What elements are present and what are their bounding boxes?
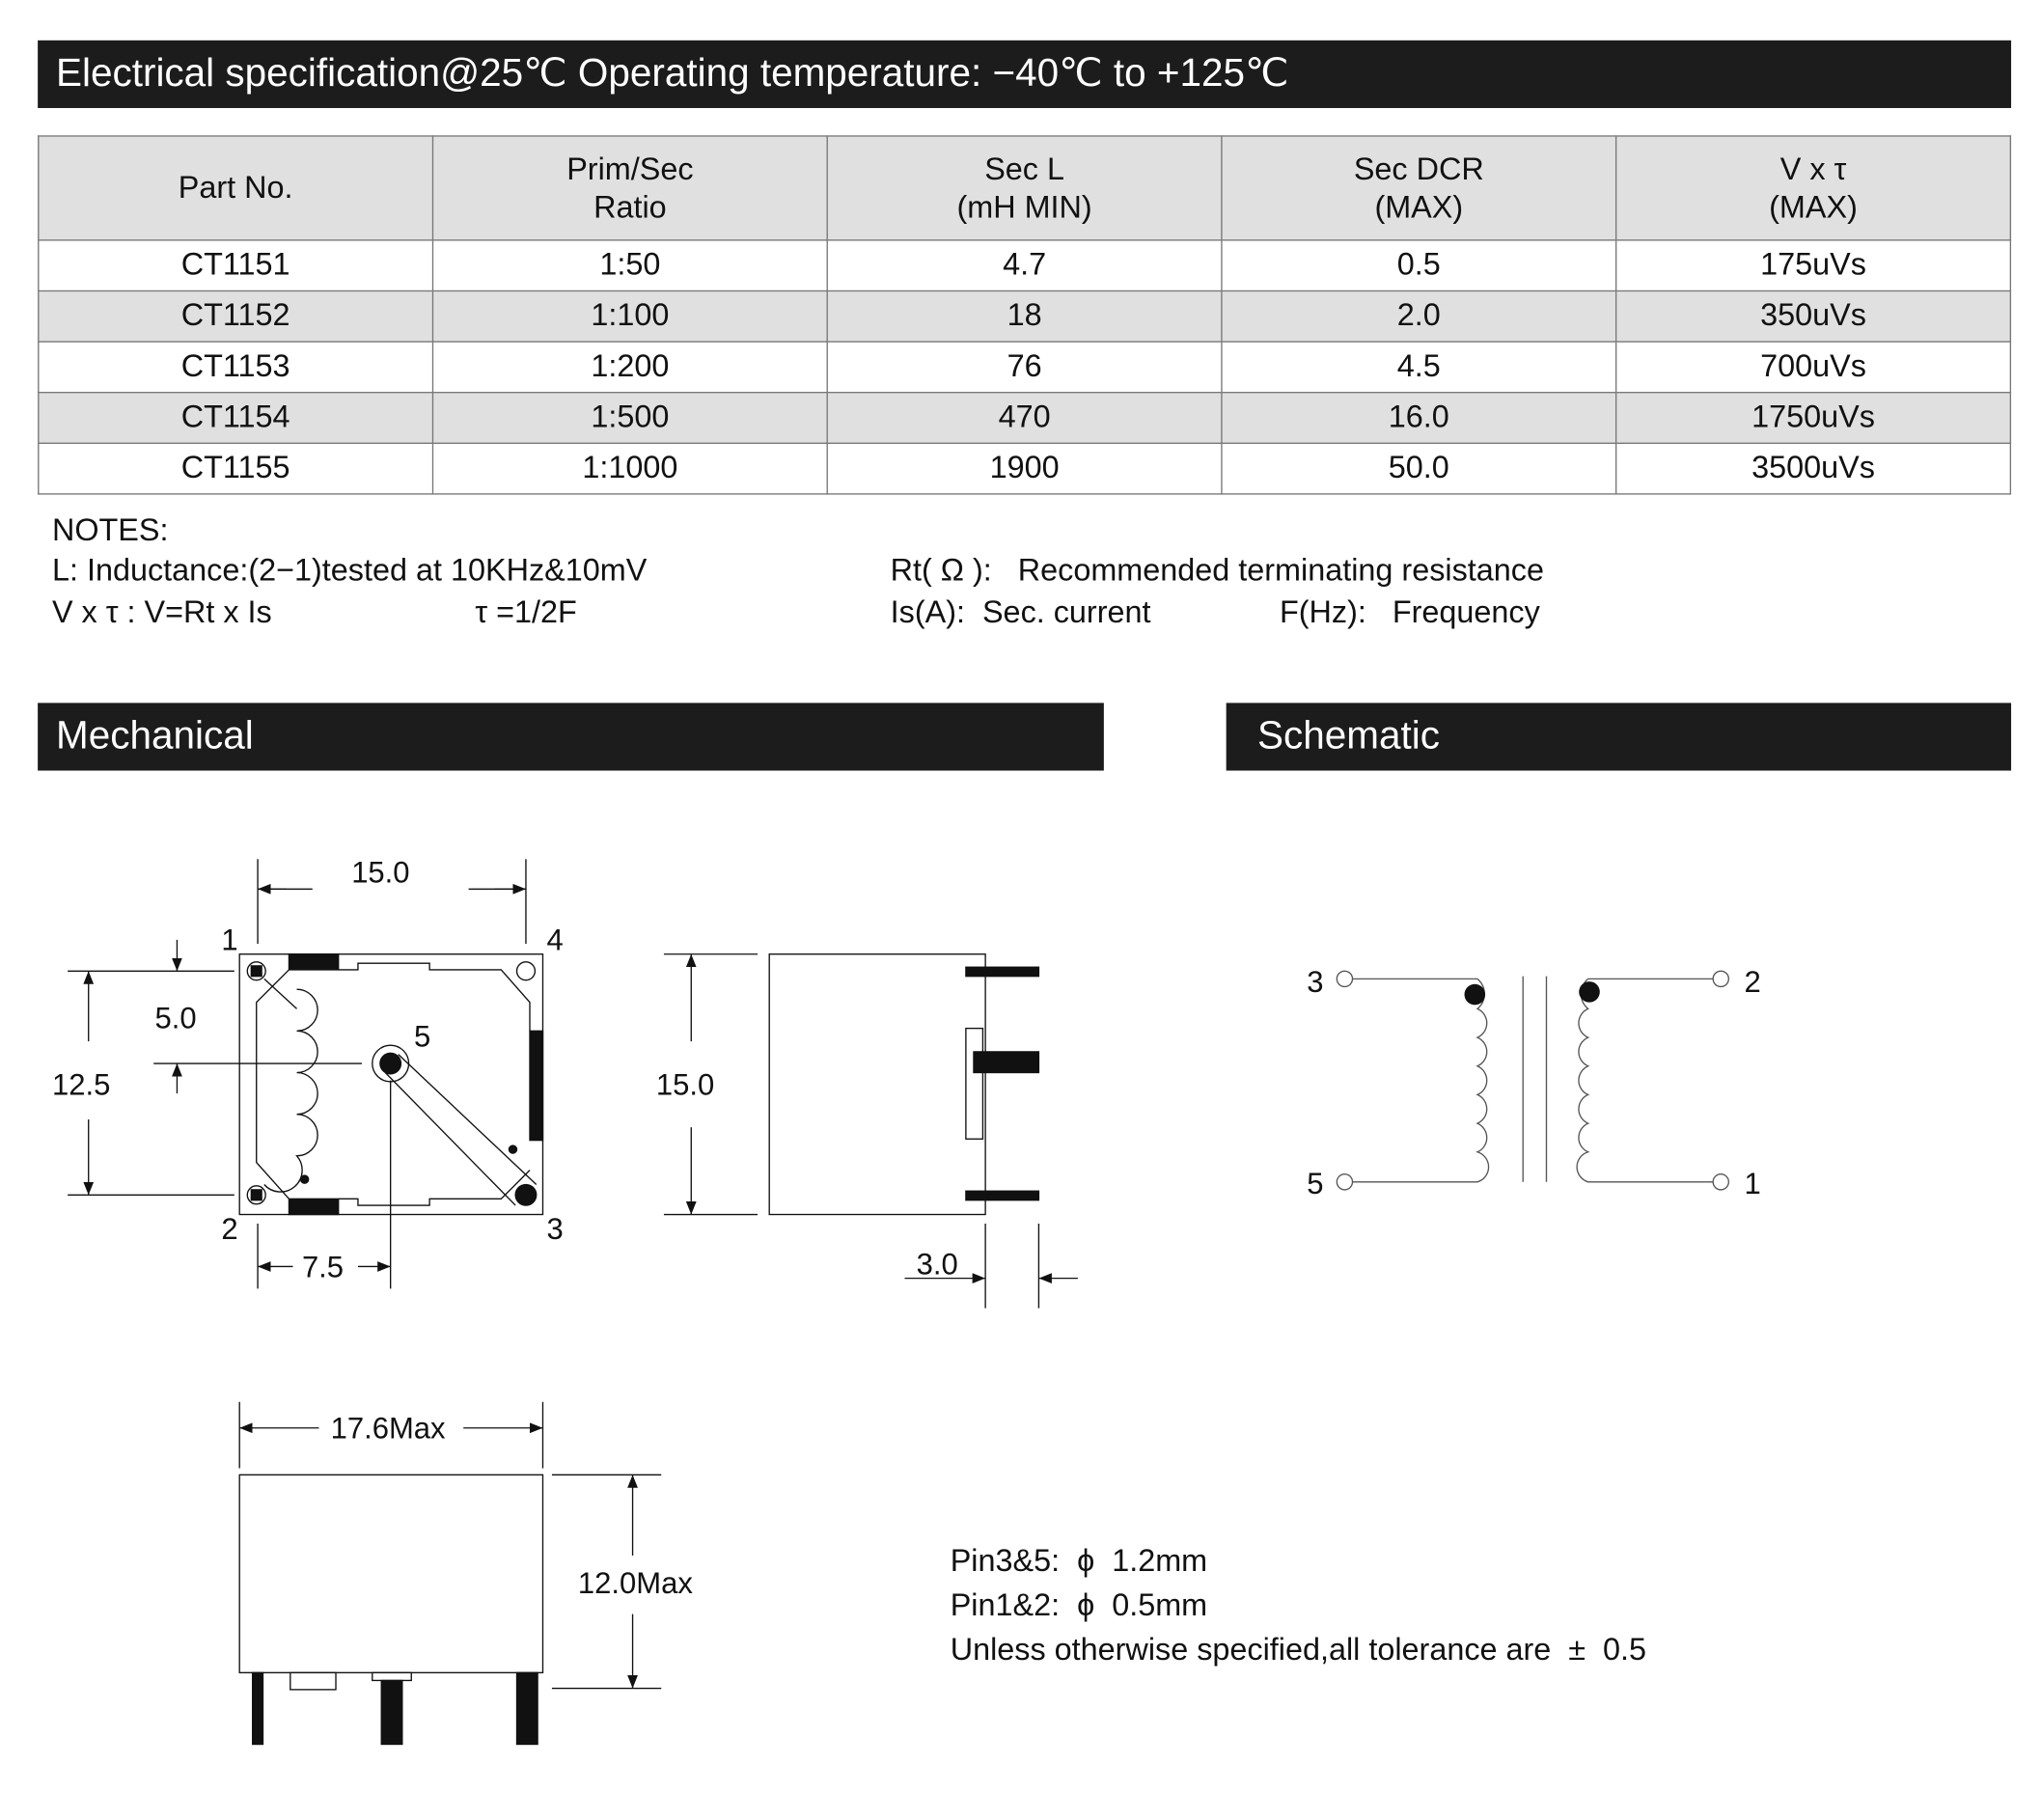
pin-label-4: 4	[546, 923, 564, 957]
table-cell: 50.0	[1222, 443, 1616, 494]
schematic-header: Schematic	[1227, 703, 2011, 770]
schematic-pin-1: 1	[1744, 1166, 1761, 1200]
header-text: V x τ	[1779, 152, 1847, 187]
table-cell: CT1153	[39, 342, 433, 393]
header-text: Prim/Sec	[566, 152, 694, 187]
dim-max-height: 12.0Max	[577, 1566, 693, 1601]
table-cell: 1:500	[433, 393, 828, 444]
schematic-pin-5: 5	[1307, 1166, 1324, 1200]
header-text: Ratio	[593, 189, 667, 225]
table-cell: 3500uVs	[1616, 443, 2011, 494]
schematic-diagram	[1337, 971, 1728, 1190]
table-cell: 1750uVs	[1616, 393, 2011, 444]
table-cell: CT1155	[39, 443, 433, 494]
mechanical-header: Mechanical	[38, 703, 1104, 770]
top-view-drawing	[68, 859, 542, 1288]
dim-center: 7.5	[301, 1250, 345, 1284]
table-cell: 16.0	[1222, 393, 1616, 444]
table-cell: 4.7	[827, 240, 1222, 291]
table-cell: 175uVs	[1616, 240, 2011, 291]
dim-pin-length: 3.0	[916, 1247, 958, 1282]
note-tau: τ =1/2F	[475, 594, 577, 630]
header-text: Part No.	[178, 170, 293, 207]
table-cell: 1:1000	[433, 443, 828, 494]
dim-pin-offset: 5.0	[154, 1001, 197, 1035]
note-f: F(Hz): Frequency	[1279, 594, 1540, 630]
header-text: (MAX)	[1769, 189, 1858, 225]
dim-height: 12.5	[51, 1067, 111, 1102]
table-cell: 0.5	[1222, 240, 1616, 291]
table-cell: 1:100	[433, 290, 828, 342]
schematic-pin-3: 3	[1307, 964, 1324, 999]
tolerance-note: Unless otherwise specified,all tolerance are ± 0.5	[950, 1632, 1647, 1668]
table-cell: 350uVs	[1616, 290, 2011, 342]
pin-note-1: Pin3&5: ϕ 1.2mm	[950, 1543, 1208, 1580]
notes-title: NOTES:	[51, 512, 169, 548]
schematic-pin-2: 2	[1744, 964, 1761, 999]
table-cell: 1900	[827, 443, 1222, 494]
header-text: Sec L	[984, 152, 1064, 187]
dim-max-width: 17.6Max	[330, 1411, 446, 1446]
table-cell: 2.0	[1222, 290, 1616, 342]
header-text: (MAX)	[1374, 189, 1464, 225]
pin-label-2: 2	[221, 1212, 238, 1247]
table-cell: 76	[827, 342, 1222, 393]
pin-label-1: 1	[221, 923, 238, 957]
note-rt: Rt( Ω ): Recommended terminating resistance	[890, 553, 1544, 589]
table-cell: 700uVs	[1616, 342, 2011, 393]
note-is: Is(A): Sec. current	[890, 594, 1151, 630]
table-cell: 4.5	[1222, 342, 1616, 393]
note-inductance: L: Inductance:(2−1)tested at 10KHz&10mV	[51, 553, 648, 589]
pin-label-5: 5	[413, 1019, 431, 1054]
table-cell: 18	[827, 290, 1222, 342]
table-cell: CT1152	[39, 290, 433, 342]
table-cell: 1:50	[433, 240, 828, 291]
pin-label-3: 3	[546, 1212, 564, 1247]
header-text: Sec DCR	[1353, 152, 1484, 187]
note-vt: V x τ : V=Rt x Is	[51, 594, 272, 630]
side-view-drawing	[664, 954, 1078, 1309]
table-cell: 470	[827, 393, 1222, 444]
table-cell: 1:200	[433, 342, 828, 393]
table-cell: CT1154	[39, 393, 433, 444]
header-text: (mH MIN)	[956, 189, 1092, 225]
dim-width: 15.0	[351, 855, 410, 890]
table-cell: CT1151	[39, 240, 433, 291]
electrical-spec-header: Electrical specification@25℃ Operating temperature: −40℃ to +125℃	[38, 41, 2011, 108]
dim-side-height: 15.0	[655, 1067, 715, 1102]
pin-note-2: Pin1&2: ϕ 0.5mm	[950, 1587, 1208, 1624]
